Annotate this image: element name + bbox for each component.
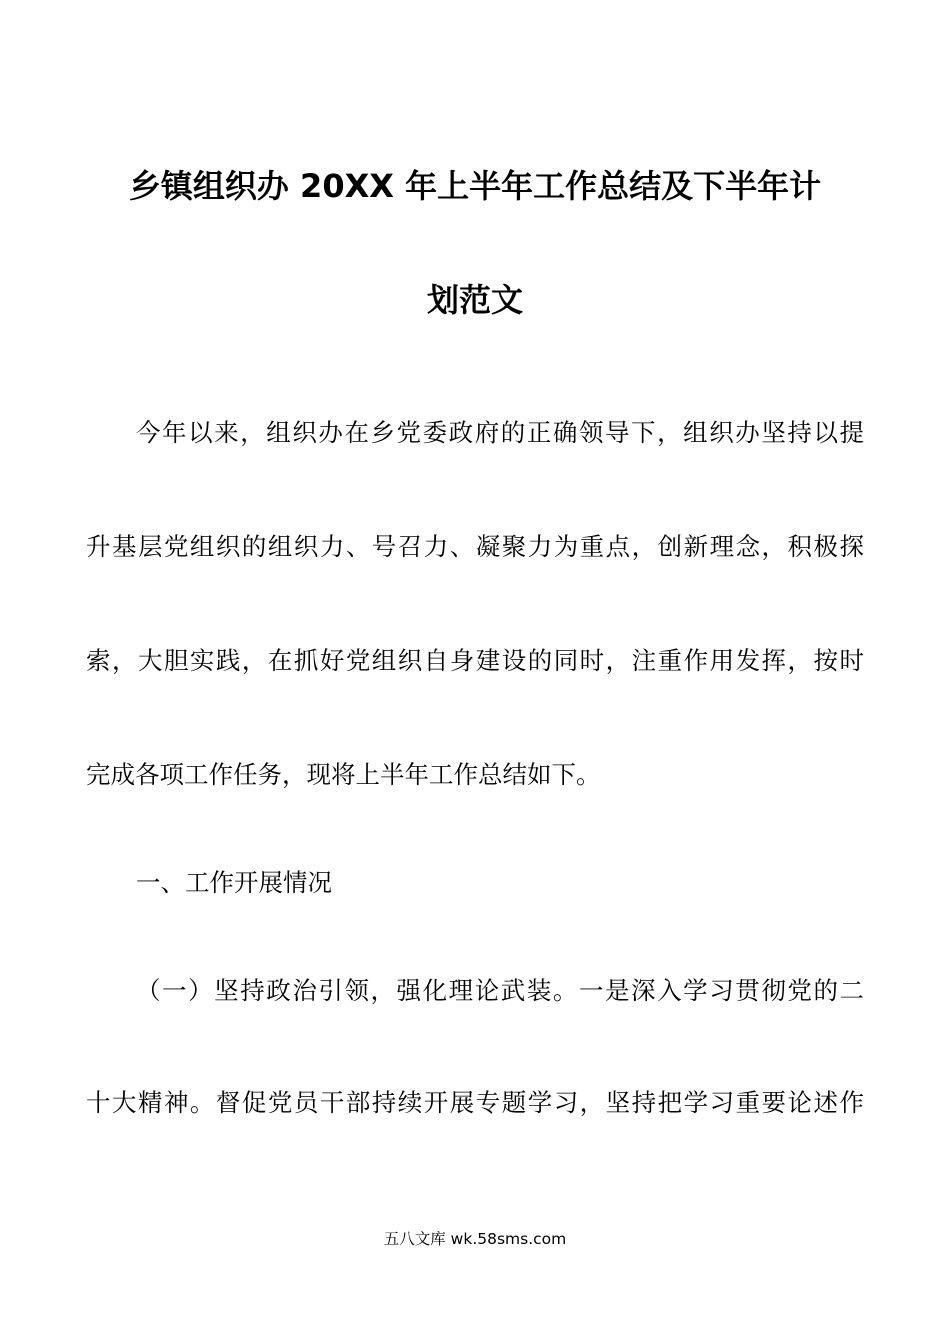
paragraph-line: 十大精神。督促党员干部持续开展专题学习，坚持把学习重要论述作 xyxy=(86,1088,864,1117)
paragraph-line: 完成各项工作任务，现将上半年工作总结如下。 xyxy=(86,760,601,789)
paragraph-line: 升基层党组织的组织力、号召力、凝聚力为重点，创新理念，积极探 xyxy=(86,532,864,561)
paragraph-line: 今年以来，组织办在乡党委政府的正确领导下，组织办坚持以提 xyxy=(136,418,864,447)
document-title-line-2: 划范文 xyxy=(426,281,523,319)
document-title-line-1: 乡镇组织办 20XX 年上半年工作总结及下半年计 xyxy=(128,167,822,205)
paragraph-line: 索，大胆实践，在抓好党组织自身建设的同时，注重作用发挥，按时 xyxy=(86,646,864,675)
footer-watermark: 五八文库 wk.58sms.com xyxy=(383,1230,567,1248)
paragraph-line: （一）坚持政治引领，强化理论武装。一是深入学习贯彻党的二 xyxy=(136,976,864,1005)
section-heading: 一、工作开展情况 xyxy=(136,868,332,897)
